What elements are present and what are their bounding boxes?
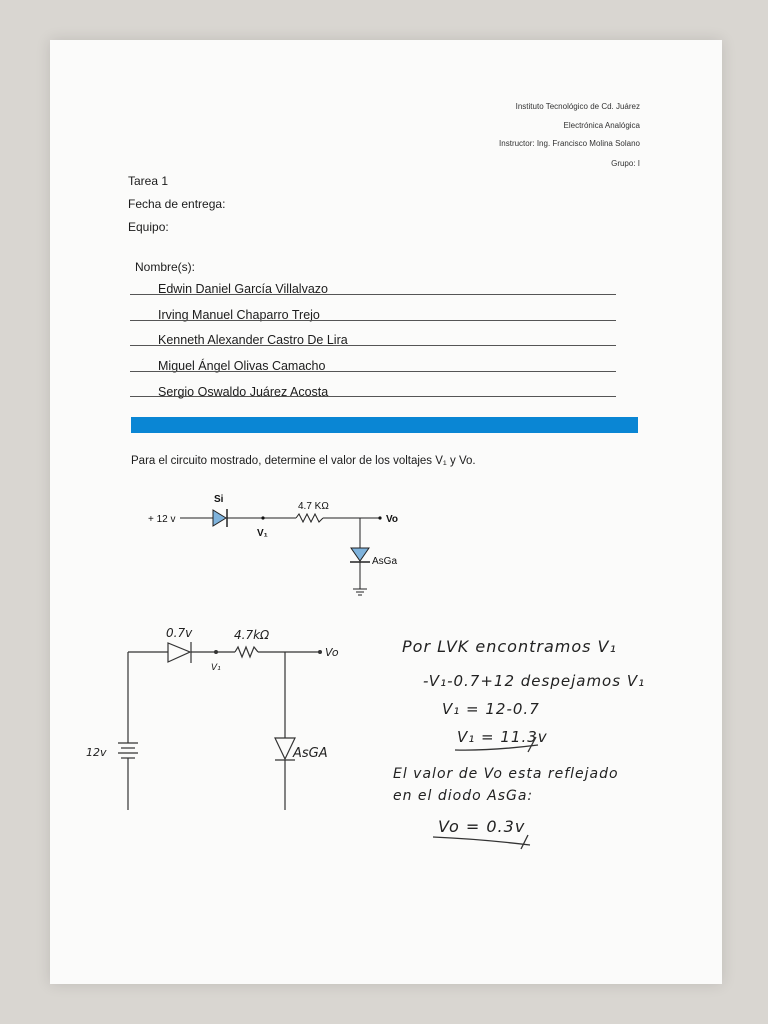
instructor-line: Instructor: Ing. Francisco Molina Solano: [499, 139, 640, 148]
name-entry: Edwin Daniel García Villalvazo: [158, 282, 328, 296]
group-line: Grupo: I: [611, 159, 640, 168]
names-label: Nombre(s):: [135, 260, 196, 274]
solution-line-5: El valor de Vo esta reflejado: [393, 766, 619, 782]
solution-line-3: V₁ = 12-0.7: [442, 700, 540, 718]
name-entry: Sergio Oswaldo Juárez Acosta: [158, 385, 329, 399]
solution-underlines: [50, 40, 722, 984]
asga-label: AsGa: [372, 556, 398, 567]
team-label: Equipo:: [128, 220, 169, 234]
sketch-resistor-label: 4.7kΩ: [234, 628, 270, 642]
vo-label: Vo: [386, 514, 399, 525]
solution-line-4: V₁ = 11.3v: [457, 728, 548, 746]
institute-line: Instituto Tecnológico de Cd. Juárez: [515, 102, 640, 111]
source-label: + 12 v: [148, 514, 176, 525]
solution-line-6: en el diodo AsGa:: [393, 788, 534, 804]
sketch-vo-label: Vo: [325, 646, 339, 659]
name-entry: Miguel Ángel Olivas Camacho: [158, 359, 326, 373]
resistor-label: 4.7 KΩ: [298, 501, 329, 512]
si-label: Si: [214, 494, 224, 505]
solution-line-1: Por LVK encontramos V₁: [402, 637, 617, 656]
due-date-label: Fecha de entrega:: [128, 197, 226, 211]
assignment-title: Tarea 1: [128, 174, 169, 188]
sketch-diode-drop-label: 0.7v: [166, 626, 193, 640]
name-entry: Irving Manuel Chaparro Trejo: [158, 308, 320, 322]
sketch-v1-label: V₁: [211, 663, 221, 673]
problem-statement: Para el circuito mostrado, determine el valor de los voltajes V₁ y Vo.: [131, 455, 476, 467]
worksheet-page: [50, 40, 722, 984]
name-entry: Kenneth Alexander Castro De Lira: [158, 333, 348, 347]
course-line: Electrónica Analógica: [563, 121, 640, 130]
sketch-asga-label: AsGA: [293, 746, 328, 761]
v1-label: V₁: [257, 528, 268, 539]
solution-line-2: -V₁-0.7+12 despejamos V₁: [423, 672, 646, 690]
solution-line-7: Vo = 0.3v: [438, 817, 526, 836]
sketch-source-label: 12v: [86, 746, 107, 759]
